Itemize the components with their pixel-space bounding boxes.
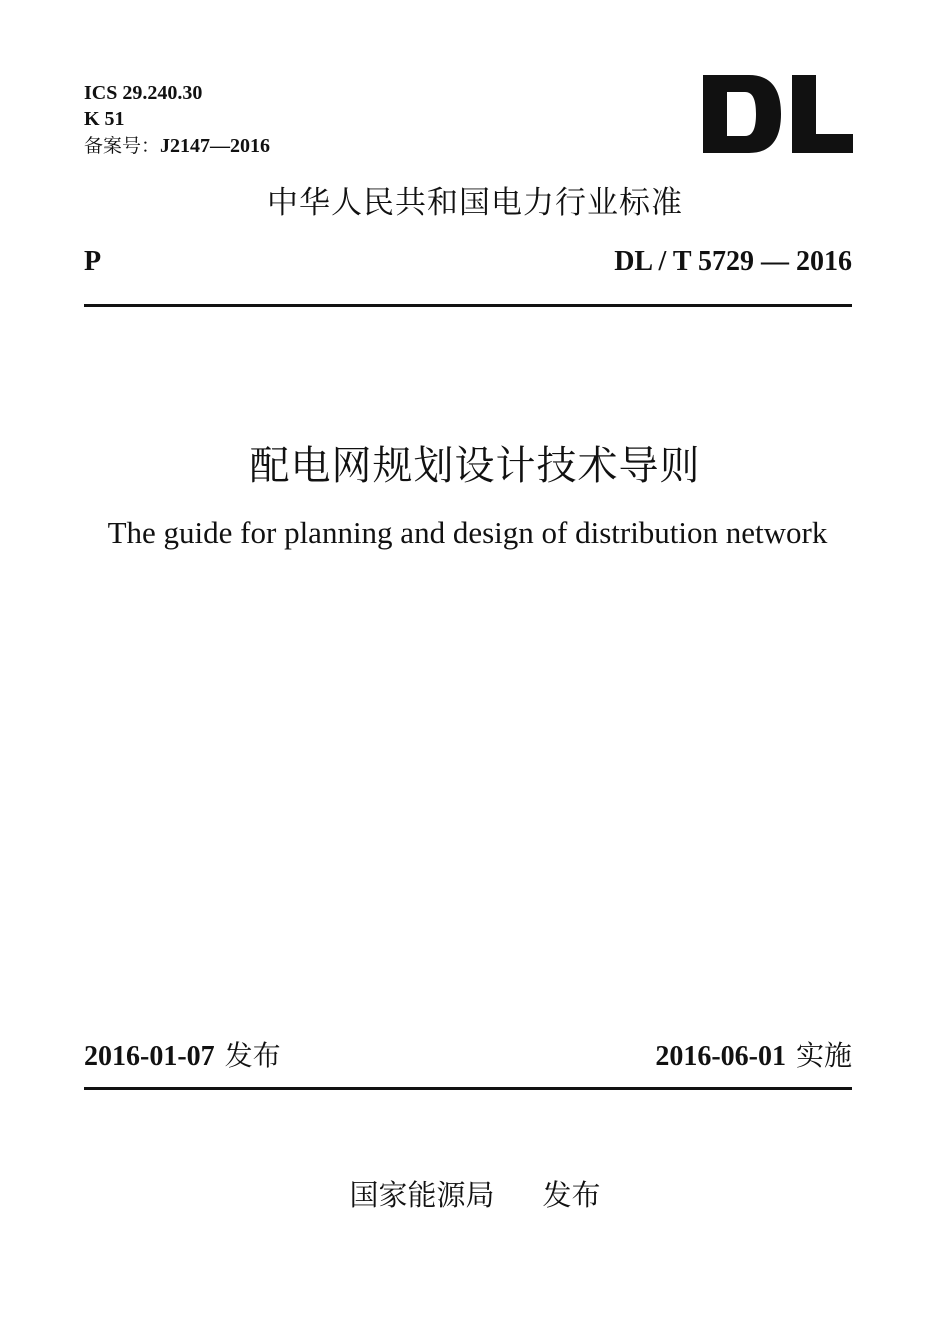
publisher-name: 国家能源局 — [349, 1178, 495, 1212]
classification-code: P — [84, 246, 102, 277]
standard-category-title: 中华人民共和国电力行业标准 — [267, 185, 683, 221]
record-number-line — [84, 134, 270, 158]
record-number: J2147—2016 — [160, 135, 271, 157]
publisher-line — [0, 1175, 950, 1215]
implementation-label: 实施 — [795, 1039, 852, 1072]
issue-label: 发布 — [224, 1039, 281, 1072]
record-label: 备案号： — [84, 135, 161, 157]
footer-divider — [84, 1087, 852, 1090]
issue-date: 2016-01-07 — [84, 1041, 215, 1072]
header-divider — [84, 304, 852, 307]
implementation-date: 2016-06-01 — [655, 1041, 786, 1072]
document-title-english: The guide for planning and design of distribution network — [107, 515, 828, 550]
ics-code: ICS 29.240.30 — [84, 82, 203, 104]
implementation-date-line — [655, 1037, 852, 1076]
ccs-code: K 51 — [84, 108, 125, 130]
dl-logo — [703, 75, 853, 153]
issue-date-line — [84, 1037, 281, 1076]
document-title-chinese: 配电网规划设计技术导则 — [249, 443, 701, 489]
standard-number: DL / T 5729 — 2016 — [614, 246, 852, 277]
publisher-action: 发布 — [542, 1178, 601, 1212]
